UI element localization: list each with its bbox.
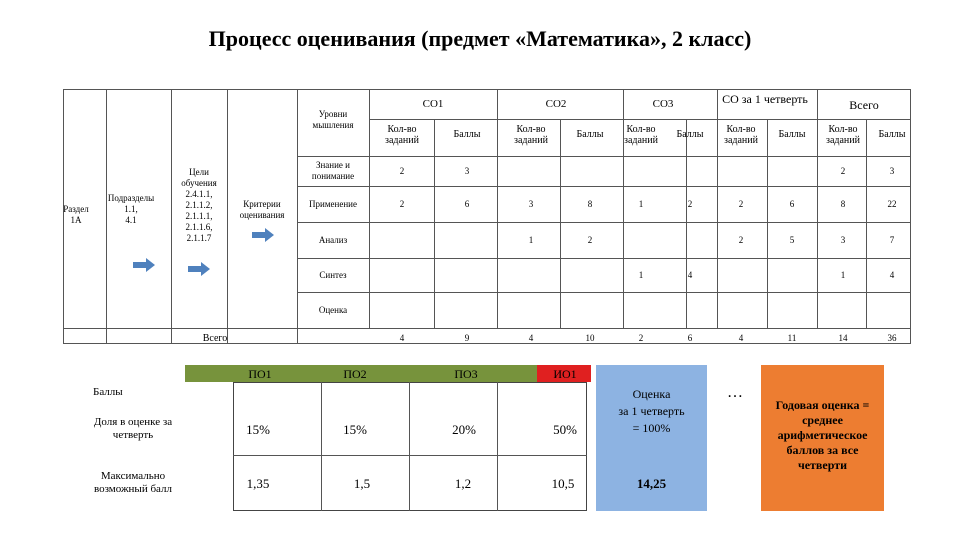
annual-grade-text xyxy=(761,398,884,473)
count-header xyxy=(826,124,860,146)
total-cell: 2 xyxy=(638,333,644,343)
count-header-line: заданий xyxy=(514,135,548,146)
count-header xyxy=(624,124,658,146)
column-group-header: Всего xyxy=(849,98,879,112)
count-header-line: Кол-во xyxy=(626,124,656,135)
table-cell: 2 xyxy=(687,199,693,209)
table-cell: 5 xyxy=(789,235,795,245)
table-cell: 6 xyxy=(789,199,795,209)
total-cell: 6 xyxy=(687,333,693,343)
divider xyxy=(409,382,410,511)
total-cell: 10 xyxy=(585,333,595,343)
row-divider xyxy=(297,292,911,293)
stage-label-po1: ПО1 xyxy=(248,367,272,381)
table-cell: 2 xyxy=(399,166,405,176)
count-header-line: заданий xyxy=(826,135,860,146)
total-cell: 4 xyxy=(399,333,405,343)
total-cell: 4 xyxy=(528,333,534,343)
count-header-line: Кол-во xyxy=(726,124,756,135)
count-header-line: заданий xyxy=(385,135,419,146)
levels-line: Уровни xyxy=(318,109,348,119)
levels-label xyxy=(313,109,354,131)
column-group-header: СО2 xyxy=(545,98,567,110)
annual-grade-line: арифметическое xyxy=(777,428,868,442)
row-label-share-line: Доля в оценке за xyxy=(93,416,173,428)
annual-grade-line: четверти xyxy=(797,458,848,472)
thinking-level-label xyxy=(309,199,357,210)
section-label-line: 1А xyxy=(70,215,82,225)
thinking-level-label xyxy=(319,270,346,281)
section-label-line: Раздел xyxy=(63,204,89,214)
goals-line: 2.1.1.1, xyxy=(185,211,213,221)
criteria-line: Критерии xyxy=(243,199,281,209)
total-cell: 9 xyxy=(464,333,470,343)
row-label-share-line: четверть xyxy=(112,429,154,441)
table-cell: 4 xyxy=(889,270,895,280)
column-divider xyxy=(560,119,561,328)
table-cell: 1 xyxy=(840,270,846,280)
subsections-line: Подразделы xyxy=(107,193,155,203)
annual-grade-line: среднее xyxy=(802,413,843,427)
count-header-line: Кол-во xyxy=(387,124,417,135)
annual-grade-line: баллов за все xyxy=(786,443,859,457)
points-header: Баллы xyxy=(878,129,906,140)
row-label-max xyxy=(78,470,188,496)
max-po1: 1,35 xyxy=(246,476,270,491)
quarter-grade-line: Оценка xyxy=(632,387,671,401)
table-cell: 3 xyxy=(528,199,534,209)
count-header-line: Кол-во xyxy=(828,124,858,135)
subsections-line: 4.1 xyxy=(125,215,137,225)
goals-line: 2.1.1.7 xyxy=(186,233,212,243)
table-cell: 1 xyxy=(638,199,644,209)
quarter-grade-line: за 1 четверть xyxy=(618,404,685,418)
column-divider xyxy=(227,89,228,344)
column-divider xyxy=(767,119,768,328)
goals-line: обучения xyxy=(181,178,217,188)
table-cell: 3 xyxy=(889,166,895,176)
count-header xyxy=(514,124,548,146)
table-cell: 2 xyxy=(399,199,405,209)
count-header-line: Кол-во xyxy=(516,124,546,135)
subsections-label xyxy=(108,193,154,226)
count-header-line: заданий xyxy=(624,135,658,146)
section-label xyxy=(63,204,88,226)
table-cell: 8 xyxy=(587,199,593,209)
table-cell: 2 xyxy=(738,199,744,209)
thinking-level-line: понимание xyxy=(311,171,355,181)
stage-label-io1: ИО1 xyxy=(553,367,577,381)
total-cell: 14 xyxy=(838,333,848,343)
count-header xyxy=(385,124,419,146)
row-label-share xyxy=(78,416,188,442)
ellipsis: … xyxy=(727,384,743,401)
page-title: Процесс оценивания (предмет «Математика», 2 класс) xyxy=(208,26,752,51)
thinking-level-line: Применение xyxy=(309,198,357,209)
points-header: Баллы xyxy=(453,129,481,140)
share-io1: 50% xyxy=(553,422,577,437)
goals-line: Цели xyxy=(189,167,209,177)
criteria-line: оценивания xyxy=(239,210,285,220)
annual-grade-line: Годовая оценка = xyxy=(775,398,870,412)
total-cell: 11 xyxy=(787,333,797,343)
points-header: Баллы xyxy=(576,129,604,140)
column-group-header: СО3 xyxy=(652,98,674,110)
column-divider xyxy=(171,89,172,344)
points-header: Баллы xyxy=(676,129,704,140)
goals-line: 2.4.1.1, xyxy=(185,189,213,199)
count-header xyxy=(724,124,758,146)
row-label-points: Баллы xyxy=(93,386,123,398)
divider xyxy=(497,382,498,511)
table-cell: 2 xyxy=(587,235,593,245)
criteria-label xyxy=(240,199,285,221)
table-cell: 2 xyxy=(840,166,846,176)
table-cell: 1 xyxy=(528,235,534,245)
share-po1: 15% xyxy=(246,422,270,437)
share-po3: 20% xyxy=(452,422,476,437)
row-label-max-line: Максимально xyxy=(100,470,166,482)
right-arrow-icon xyxy=(188,262,210,276)
share-po2: 15% xyxy=(343,422,367,437)
right-arrow-icon xyxy=(133,258,155,272)
quarter-grade-line: = 100% xyxy=(632,421,671,435)
row-divider xyxy=(297,258,911,259)
table-cell: 2 xyxy=(738,235,744,245)
quarter-grade-text xyxy=(596,386,707,437)
column-group-header: СО за 1 четверть xyxy=(722,92,808,106)
total-cell: 36 xyxy=(887,333,897,343)
points-header: Баллы xyxy=(778,129,806,140)
column-divider xyxy=(866,119,867,328)
thinking-level-line: Знание и xyxy=(315,160,350,170)
max-po2: 1,5 xyxy=(353,476,371,491)
bottom-table xyxy=(233,382,587,511)
thinking-level-label xyxy=(319,235,347,246)
row-divider xyxy=(297,222,911,223)
column-divider xyxy=(686,119,687,328)
table-cell: 3 xyxy=(840,235,846,245)
total-cell: 4 xyxy=(738,333,744,343)
row-divider xyxy=(369,119,911,120)
row-divider xyxy=(63,328,911,329)
table-cell: 1 xyxy=(638,270,644,280)
goals-line: 2.1.1.6, xyxy=(185,222,213,232)
stage-label-po3: ПО3 xyxy=(454,367,478,381)
levels-line: мышления xyxy=(312,120,354,130)
thinking-level-line: Синтез xyxy=(319,269,347,280)
table-cell: 4 xyxy=(687,270,693,280)
goals-line: 2.1.1.2, xyxy=(185,200,213,210)
quarter-grade-total: 14,25 xyxy=(636,476,667,491)
divider xyxy=(321,382,322,511)
column-divider xyxy=(297,89,298,344)
subsections-line: 1.1, xyxy=(124,204,138,214)
thinking-level-line: Анализ xyxy=(318,234,348,245)
row-label-max-line: возможный балл xyxy=(93,483,173,495)
right-arrow-icon xyxy=(252,228,274,242)
column-group-header: СО1 xyxy=(422,98,444,110)
max-po3: 1,2 xyxy=(454,476,472,491)
max-io1: 10,5 xyxy=(551,476,575,491)
total-row-label: Всего xyxy=(202,333,228,344)
thinking-level-label xyxy=(312,160,354,182)
table-cell: 3 xyxy=(464,166,470,176)
count-header-line: заданий xyxy=(724,135,758,146)
stage-label-po2: ПО2 xyxy=(343,367,367,381)
thinking-level-line: Оценка xyxy=(318,304,348,315)
table-cell: 8 xyxy=(840,199,846,209)
table-cell: 7 xyxy=(889,235,895,245)
divider xyxy=(233,455,587,456)
row-divider xyxy=(297,186,911,187)
goals-label xyxy=(181,167,217,244)
table-cell: 6 xyxy=(464,199,470,209)
table-cell: 22 xyxy=(887,199,897,209)
thinking-level-label xyxy=(319,305,347,316)
column-divider xyxy=(434,119,435,328)
row-divider xyxy=(297,156,911,157)
